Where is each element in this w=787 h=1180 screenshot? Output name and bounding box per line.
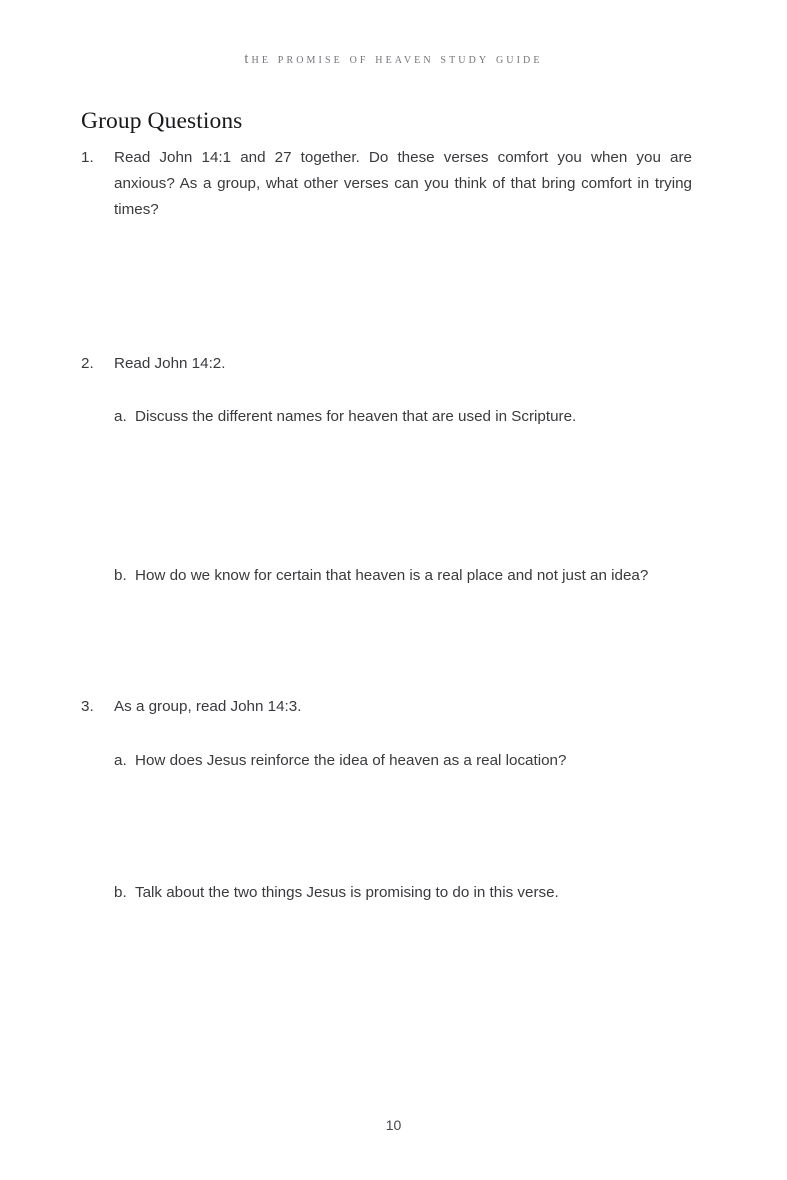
subquestion-item xyxy=(114,748,692,774)
subquestion-letter: b. xyxy=(114,884,127,902)
subquestion-text: How does Jesus reinforce the idea of heaven as a real location? xyxy=(135,752,567,770)
question-number: 3. xyxy=(81,698,94,716)
subquestion-letter: a. xyxy=(114,408,127,426)
answer-space-1[interactable] xyxy=(81,223,692,351)
page-title: Group Questions xyxy=(81,108,243,134)
question-item xyxy=(81,145,692,223)
question-text: Read John 14:2. xyxy=(114,355,226,373)
answer-space-2b[interactable] xyxy=(81,589,692,694)
running-header: the promise of heaven study guide xyxy=(244,51,543,67)
page-content xyxy=(81,108,692,1026)
question-number: 2. xyxy=(81,355,94,373)
page-number: 10 xyxy=(385,1117,402,1133)
answer-space-2a[interactable] xyxy=(81,430,692,563)
subquestion-item xyxy=(114,880,692,906)
question-item xyxy=(81,694,692,720)
subquestion-letter: a. xyxy=(114,752,127,770)
question-text: As a group, read John 14:3. xyxy=(114,698,302,716)
answer-space-3b[interactable] xyxy=(81,906,692,1026)
spacer xyxy=(81,377,692,404)
spacer xyxy=(81,720,692,748)
answer-space-3a[interactable] xyxy=(81,774,692,880)
subquestion-item xyxy=(114,563,692,589)
question-number: 1. xyxy=(81,149,94,167)
subquestion-text: How do we know for certain that heaven is a real place and not just an idea? xyxy=(135,567,649,585)
subquestion-text: Talk about the two things Jesus is promising to do in this verse. xyxy=(135,884,559,902)
subquestion-text: Discuss the different names for heaven that are used in Scripture. xyxy=(135,408,577,426)
subquestion-item xyxy=(114,404,692,430)
question-text: Read John 14:1 and 27 together. Do these verses comfort you when you are anxious? As a group, what other verses can you think of that bring comfort in trying times? xyxy=(114,149,692,219)
subquestion-letter: b. xyxy=(114,567,127,585)
question-item xyxy=(81,351,692,377)
